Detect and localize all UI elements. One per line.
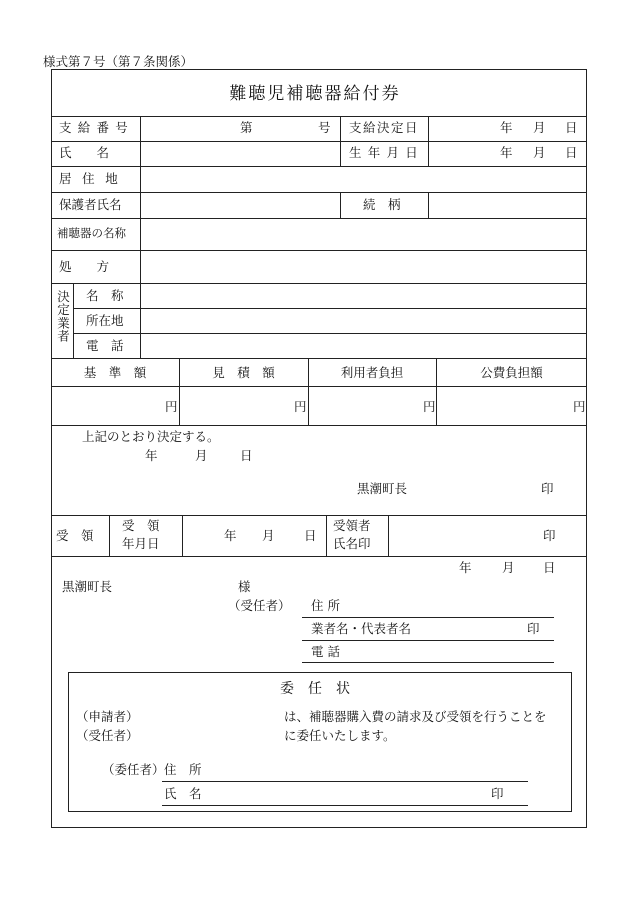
decision-seal: 印 (541, 481, 554, 496)
date-month: 月 (502, 560, 515, 575)
date-day: 日 (543, 560, 556, 575)
yen-unit: 円 (294, 399, 307, 414)
rule (73, 308, 587, 309)
label-vendor-name: 名 称 (86, 288, 124, 303)
label-address: 居住地 (59, 171, 129, 186)
underline (162, 805, 528, 806)
rule (51, 358, 587, 359)
rule (51, 515, 587, 516)
rule (51, 386, 587, 387)
rule (73, 283, 74, 358)
rule (51, 218, 587, 219)
rule (109, 515, 110, 556)
label-shikyu-bangou: 支給番号 (59, 120, 135, 135)
rule (428, 116, 429, 166)
decision-text: 上記のとおり決定する。 (82, 429, 220, 444)
yen-unit: 円 (165, 399, 178, 414)
poa-applicant: （申請者） (76, 709, 139, 724)
form-title: 難聴児補聴器給付券 (229, 84, 401, 104)
label-device-name: 補聴器の名称 (57, 226, 126, 240)
rule (51, 116, 587, 117)
label-relation: 続 柄 (363, 197, 401, 212)
poa-text-2: に委任いたします。 (284, 728, 396, 743)
label-receipt: 受 領 (56, 528, 94, 543)
delegation-delegatee: （受任者） (228, 598, 291, 613)
label-receipt-date-1: 受 領 (122, 518, 160, 533)
date-day: 日 (240, 448, 253, 463)
label-decided-vendor: 決定業者 (55, 290, 71, 343)
delegation-phone: 電 話 (311, 644, 340, 659)
header-mitsumori: 見 積 額 (212, 365, 275, 380)
rule (388, 515, 389, 556)
underline (302, 617, 554, 618)
rule (340, 116, 341, 166)
underline (302, 640, 554, 641)
yen-unit: 円 (423, 399, 436, 414)
rule (73, 333, 587, 334)
label-guardian-name: 保護者氏名 (59, 197, 122, 212)
date-year: 年 (500, 145, 513, 160)
date-year: 年 (459, 560, 472, 575)
poa-delegator: （委任者） (102, 762, 165, 777)
receipt-seal: 印 (543, 528, 556, 543)
date-day: 日 (565, 120, 578, 135)
underline (302, 662, 554, 663)
label-vendor-address: 所在地 (86, 313, 124, 328)
date-month: 月 (533, 145, 546, 160)
date-day: 日 (304, 528, 317, 543)
label-gou: 号 (318, 120, 331, 135)
rule (182, 515, 183, 556)
date-month: 月 (533, 120, 546, 135)
date-year: 年 (145, 448, 158, 463)
date-month: 月 (195, 448, 208, 463)
delegation-address: 住 所 (311, 598, 340, 613)
label-receiver-2: 氏名印 (333, 536, 371, 551)
rule (51, 283, 587, 284)
poa-title: 委 任 状 (280, 681, 350, 697)
poa-address: 住 所 (164, 762, 202, 777)
date-day: 日 (565, 145, 578, 160)
label-prescription: 処 方 (59, 259, 110, 274)
form-number-note: 様式第７号（第７条関係） (43, 54, 194, 69)
header-kijun: 基 準 額 (83, 365, 147, 380)
label-name: 氏 名 (59, 145, 110, 160)
date-year: 年 (224, 528, 237, 543)
header-riyousha: 利用者負担 (340, 365, 404, 380)
rule (51, 250, 587, 251)
decision-mayor: 黒潮町長 (357, 481, 408, 496)
rule (51, 192, 587, 193)
poa-delegatee: （受任者） (76, 728, 139, 743)
poa-seal: 印 (491, 786, 504, 801)
poa-name: 氏 名 (164, 786, 202, 801)
rule (51, 166, 587, 167)
delegation-mayor: 黒潮町長 (62, 579, 113, 594)
label-receipt-date-2: 年月日 (122, 536, 160, 551)
date-year: 年 (500, 120, 513, 135)
delegation-sama: 様 (238, 579, 251, 594)
rule (326, 515, 327, 556)
delegation-seal: 印 (527, 621, 540, 636)
rule (428, 192, 429, 218)
rule (140, 116, 141, 358)
rule (51, 141, 587, 142)
date-month: 月 (262, 528, 275, 543)
rule (51, 556, 587, 557)
yen-unit: 円 (573, 399, 586, 414)
header-kouhi: 公費負担額 (480, 365, 543, 380)
poa-text-1: は、補聴器購入費の請求及び受領を行うことを (284, 709, 547, 724)
label-shikyu-kettei-bi: 支給決定日 (349, 120, 420, 135)
label-dai: 第 (240, 120, 253, 135)
rule (51, 425, 587, 426)
delegation-company: 業者名・代表者名 (311, 621, 412, 636)
rule (340, 192, 341, 218)
underline (162, 781, 528, 782)
label-birth-date: 生年月日 (349, 145, 425, 160)
label-vendor-phone: 電 話 (86, 338, 124, 353)
label-receiver-1: 受領者 (333, 518, 371, 533)
